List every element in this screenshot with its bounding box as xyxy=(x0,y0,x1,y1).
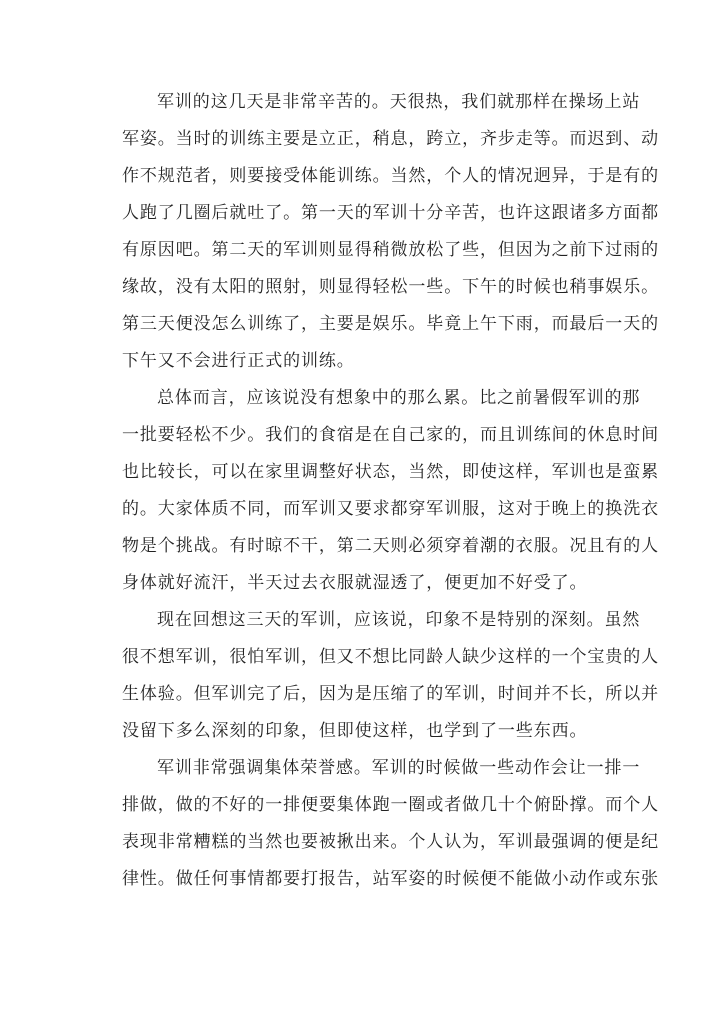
text-line: 排做，做的不好的一排便要集体跑一圈或者做几十个俯卧撑。而个人 xyxy=(122,795,659,815)
text-line: 没留下多么深刻的印象，但即使这样，也学到了一些东西。 xyxy=(122,721,588,741)
text-line: 第三天便没怎么训练了，主要是娱乐。毕竟上午下雨，而最后一天的 xyxy=(122,314,659,334)
text-line: 也比较长，可以在家里调整好状态，当然，即使这样，军训也是蛮累 xyxy=(122,462,659,482)
text-line: 人跑了几圈后就吐了。第一天的军训十分辛苦，也许这跟诸多方面都 xyxy=(122,203,659,223)
text-line: 军训的这几天是非常辛苦的。天很热，我们就那样在操场上站 xyxy=(157,92,641,112)
text-line: 有原因吧。第二天的军训则显得稍微放松了些，但因为之前下过雨的 xyxy=(122,240,659,260)
text-line: 很不想军训，很怕军训，但又不想比同龄人缺少这样的一个宝贵的人 xyxy=(122,647,659,667)
text-line: 现在回想这三天的军训，应该说，印象不是特别的深刻。虽然 xyxy=(157,610,641,630)
text-line: 的。大家体质不同，而军训又要求都穿军训服，这对于晚上的换洗衣 xyxy=(122,499,659,519)
text-line: 总体而言，应该说没有想象中的那么累。比之前暑假军训的那 xyxy=(157,388,641,408)
text-line: 生体验。但军训完了后，因为是压缩了的军训，时间并不长，所以并 xyxy=(122,684,659,704)
text-line: 缘故，没有太阳的照射，则显得轻松一些。下午的时候也稍事娱乐。 xyxy=(122,277,659,297)
text-line: 表现非常糟糕的当然也要被揪出来。个人认为，军训最强调的便是纪 xyxy=(122,832,659,852)
text-line: 身体就好流汗，半天过去衣服就湿透了，便更加不好受了。 xyxy=(122,573,588,593)
text-line: 军训非常强调集体荣誉感。军训的时候做一些动作会让一排一 xyxy=(157,758,641,778)
text-line: 作不规范者，则要接受体能训练。当然，个人的情况迥异，于是有的 xyxy=(122,166,659,186)
text-line: 律性。做任何事情都要打报告，站军姿的时候便不能做小动作或东张 xyxy=(122,869,659,889)
text-line: 一批要轻松不少。我们的食宿是在自己家的，而且训练间的休息时间 xyxy=(122,425,659,445)
text-line: 军姿。当时的训练主要是立正，稍息，跨立，齐步走等。而迟到、动 xyxy=(122,129,659,149)
text-line: 物是个挑战。有时晾不干，第二天则必须穿着潮的衣服。况且有的人 xyxy=(122,536,659,556)
text-line: 下午又不会进行正式的训练。 xyxy=(122,351,355,371)
